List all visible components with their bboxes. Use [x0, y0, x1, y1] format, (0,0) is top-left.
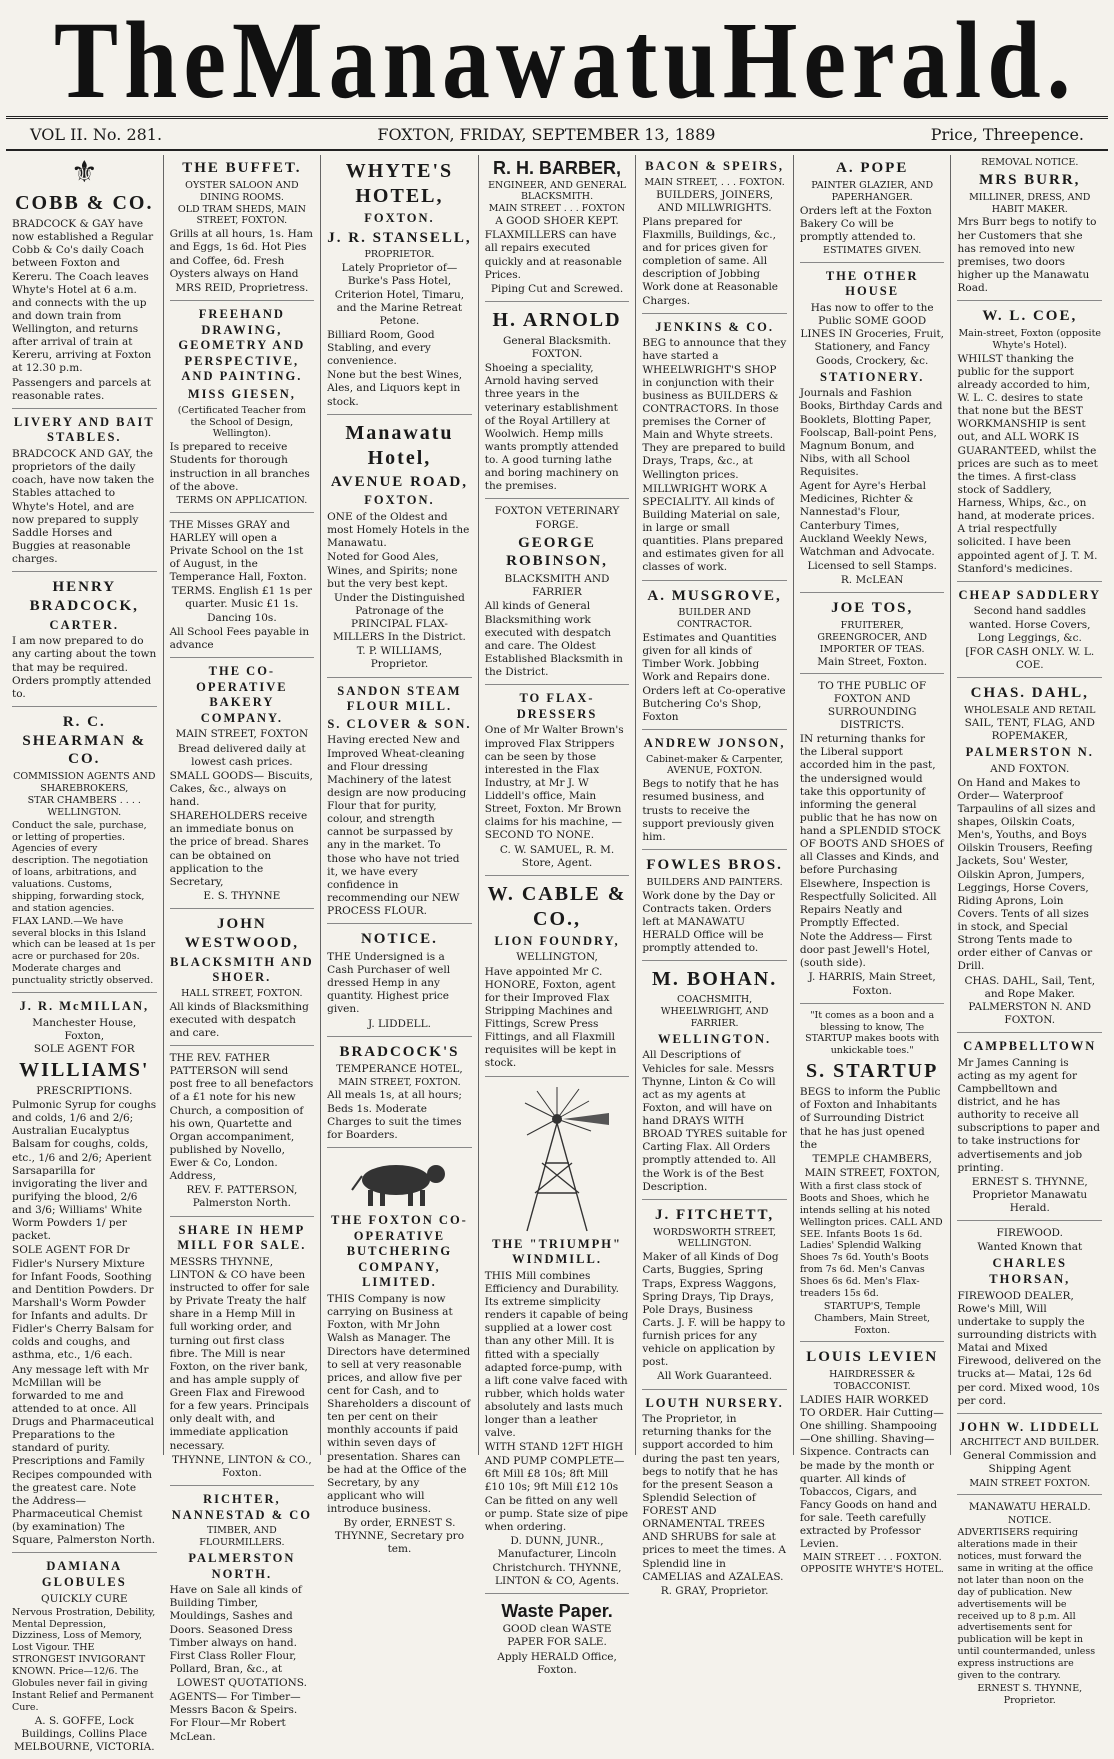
- ad-subtitle: BLACKSMITH AND FARRIER: [504, 573, 610, 599]
- ad-joe-tos: [800, 599, 945, 674]
- ad-text: All kinds of Blacksmithing executed with despatch and care.: [169, 1000, 309, 1039]
- ad-waste-paper: [485, 1600, 630, 1682]
- ad-jonson: [642, 736, 787, 850]
- ad-text: THE REV. FATHER PATTERSON will send post free to all benefactors of a £1 note for his new Church, a composition of his own, Quartette and Organ accompaniment, published by Novello, Ewer & Co, London. Address,: [169, 1052, 314, 1183]
- price: Price, Threepence.: [930, 124, 1084, 144]
- ad-sandon-mill: [327, 684, 472, 925]
- ad-title: COBB & CO.: [15, 192, 154, 214]
- ad-subtitle: J. R. STANSELL,: [327, 229, 472, 246]
- ad-subtitle: HAIRDRESSER & TOBACCONIST.: [829, 1369, 916, 1392]
- ad-title: BACON & SPEIRS,: [645, 159, 784, 173]
- ad-text: WHILST thanking the public for the support already accorded to him, W. L. C. desires to state that none but the BEST WORKMANSHIP is sent out, and ALL WORK IS GUARANTEED, whilst the prices are such as to meet the times. A first-class stock of Saddlery, Harness, Whips, &c., on hand, at moderate prices. A trial respectfully solicited. I have been appointed agent of J. T. M. Stanford's medicines.: [957, 352, 1098, 575]
- ad-subtitle: General Blacksmith.: [502, 334, 612, 347]
- ad-notice-liddell: [327, 930, 472, 1037]
- cattle-illustration-icon: [344, 1154, 454, 1209]
- masthead-word-1: The: [54, 0, 233, 121]
- ad-text: Any message left with Mr McMillan will be forwarded to me and attended to at once. All Drugs and Pharmaceutical Preparations to the standard of purity. Prescriptions and Family Recipes compounded with the greatest care. Note the Address— Pharmaceutical Chemist (by examination) The Square, Palmerston North.: [12, 1363, 156, 1547]
- ad-school: [170, 519, 315, 658]
- ad-title: FOWLES BROS.: [646, 856, 783, 873]
- ad-text: Have on Sale all kinds of Building Timber, Mouldings, Sashes and Doors. Seasoned Dress Timber always on hand. First Class Roller Flour, Pollard, Bran, &c., at: [169, 1584, 302, 1675]
- ad-title: W. L. COE,: [982, 308, 1078, 325]
- ad-title: SANDON STEAM FLOUR MILL.: [337, 683, 462, 714]
- ad-signature: A. S. GOFFE, Lock Buildings, Collins Place MELBOURNE, VICTORIA.: [14, 1714, 155, 1753]
- ad-musgrove: [642, 587, 787, 730]
- ad-text: Is prepared to receive Students for thorough instruction in all branches of the above.: [169, 441, 310, 493]
- ad-location: WELLINGTON.: [658, 1031, 772, 1046]
- ad-text: Having erected New and Improved Wheat-cleaning and Flour dressing Machinery of the latest design are now producing Flour that for purity, colour, and strength cannot be surpassed by any in the market. To those who have not tried it, we have every confidence in recommending our NEW PROCESS FLOUR.: [327, 734, 467, 917]
- ad-subtitle: BUILDERS AND PAINTERS.: [646, 876, 783, 888]
- ad-subtitle: NOTICE.: [1008, 1514, 1052, 1526]
- ad-text: Wanted Known that: [977, 1241, 1083, 1254]
- ad-location: FOXTON.: [364, 211, 435, 225]
- ad-text: Estimates and Quantities given for all kinds of Timber Work. Jobbing Work and Repairs done. Orders left at Co-operative Butchering Co's Shop, Foxton: [642, 632, 786, 723]
- ad-signature: R. GRAY, Proprietor.: [660, 1584, 769, 1597]
- ad-signature: D. DUNN, JUNR., Manufacturer, Lincoln Christchurch. THYNNE, LINTON & CO, Agents.: [492, 1535, 622, 1587]
- ad-subtitle: MILLINER, DRESS, AND HABIT MAKER.: [969, 191, 1091, 215]
- ad-signature: ERNEST S. THYNNE, Proprietor.: [977, 1682, 1083, 1706]
- ad-signature: E. S. THYNNE: [203, 889, 281, 902]
- ad-title: FIREWOOD.: [996, 1227, 1063, 1240]
- ad-subtitle: Cabinet-maker & Carpenter, AVENUE, FOXTON.: [646, 753, 784, 777]
- ad-text: BEG to announce that they have started a WHEELWRIGHT'S SHOP in conjunction with their business as BUILDERS & CONTRACTORS. In those premises the Corner of Main and Whyte streets. They are prepared to build Drays, Traps, &c., at Wellington prices.: [642, 337, 787, 481]
- ad-signature: MAIN STREET . . . FOXTON. OPPOSITE WHYTE'S HOTEL.: [800, 1552, 944, 1576]
- ad-text: Mr James Canning is acting as my agent for Campbelltown and district, and he has authority to receive all subscriptions to paper and to take instructions for advertisements and job printing.: [957, 1056, 1100, 1174]
- ad-dahl: [957, 684, 1102, 1033]
- ad-manawatu-hotel: [327, 421, 472, 678]
- ad-title: TO FLAX-DRESSERS: [516, 691, 598, 721]
- ad-subtitle: A GOOD SHOER KEPT.: [495, 215, 619, 228]
- ad-address: MAIN STREET . . . FOXTON: [488, 203, 626, 215]
- ad-cable-foundry: [485, 882, 630, 1077]
- ad-address: Manchester House, Foxton,: [32, 1016, 137, 1042]
- ad-note: (Certificated Teacher from the School of Design, Wellington).: [177, 404, 306, 440]
- ad-title: J. FITCHETT,: [655, 1206, 775, 1223]
- ad-subtitle: STATIONERY.: [820, 369, 925, 384]
- column-3: [321, 155, 479, 1556]
- ad-subtitle: TEMPERANCE HOTEL,: [336, 1063, 463, 1076]
- ad-title: LOUTH NURSERY.: [645, 1395, 784, 1410]
- ad-text: IN returning thanks for the Liberal support accorded him in the past, the undersigned would take this opportunity of informing the general public that he has now on hand a SPLENDID STOCK OF BOOTS AND SHOES of all Classes and Kinds, and before Purchasing Elsewhere, Inspection is Respectfully Solicited. All Repairs Neatly and Promptly Effected.: [799, 733, 944, 929]
- ad-text: All School Fees payable in advance: [169, 625, 310, 651]
- ad-text: Piping Cut and Screwed.: [490, 282, 624, 295]
- ad-subtitle: LION FOUNDRY,: [494, 933, 620, 948]
- ad-butchering: [327, 1154, 472, 1562]
- ad-text: Plans prepared for Flaxmills, Buildings, &c., and for prices given for completion of same. All description of Jobbing Work done at Reasonable Charges.: [642, 215, 779, 307]
- ad-text: Noted for Good Ales, Wines, and Spirits; none but the very best kept.: [327, 551, 458, 590]
- ad-text: Has now to offer to the Public SOME GOOD LINES IN Groceries, Fruit, Stationery, and Fancy Goods, Crockery, &c.: [800, 302, 944, 367]
- ad-campbelltown: [957, 1039, 1102, 1221]
- windmill-illustration-icon: [497, 1083, 617, 1233]
- ad-title: R. C. SHEARMAN & CO.: [22, 713, 147, 768]
- ad-signature: R. McLEAN: [840, 574, 904, 586]
- ad-text: Work done by the Day or Contracts taken. Orders left at MANAWATU HERALD Office will be promptly attended to.: [642, 889, 775, 954]
- ad-arnold: [485, 308, 630, 500]
- ad-text: On Hand and Makes to Order— Waterproof Tarpaulins of all sizes and shapes, Oilskin Coats, Men's, Youths, and Boys Oilskin Trousers, Reefing Jackets, Sou' Wester, Oilskin Apron, Jumpers, Leggings, Horse Covers, Riding Aprons, Loin Covers. Tents of all sizes in stock, and Special Strong Tents made to order either of Canvas or Drill.: [957, 776, 1096, 973]
- ad-signature: T. P. WILLIAMS, Proprietor.: [356, 645, 443, 671]
- ad-address: STAR CHAMBERS . . . . WELLINGTON.: [27, 794, 141, 818]
- ad-text: Orders left at the Foxton Bakery Co will be promptly attended to.: [799, 204, 932, 243]
- ad-title: WHYTE'S HOTEL,: [345, 160, 454, 207]
- ad-text: Grills at all hours, 1s. Ham and Eggs, 1s 6d. Hot Pies and Coffee, 6d. Fresh Oysters always on Hand: [169, 228, 313, 280]
- ad-jenkins: [642, 320, 787, 581]
- ad-pope: [800, 159, 945, 263]
- ad-subtitle: TIMBER, AND FLOURMILLERS.: [199, 1525, 285, 1548]
- ad-address: HALL STREET, FOXTON.: [181, 987, 303, 999]
- williams-heading: WILLIAMS': [19, 1058, 150, 1081]
- ad-title: FREEHAND DRAWING, GEOMETRY AND PERSPECTIVE, AND PAINTING.: [178, 306, 306, 384]
- ad-text: Shoeing a speciality, Arnold having served three years in the veterinary establishment of the Royal Artillery at Woolwich. Hemp mills wants promptly attended to. A good turning lathe and boring machinery on the premises.: [484, 362, 619, 493]
- ad-text: SOLE AGENT FOR Dr Fidler's Nursery Mixture for Infant Foods, Soothing and Dentition Powders. Dr Marshall's Worm Powder for Infants and adults. Dr Fidler's Cherry Balsam for colds and coughs, and asthma, etc., 1/6 each.: [12, 1244, 154, 1362]
- ad-title: TO THE PUBLIC OF FOXTON AND SURROUNDING DISTRICTS.: [818, 679, 927, 731]
- ad-title: THE CO-OPERATIVE BAKERY COMPANY.: [196, 663, 288, 725]
- ad-text: BRADCOCK AND GAY, the proprietors of the daily coach, have now taken the Stables attached to Whyte's Hotel, and are now prepared to supply Saddle Horses and Buggies at reasonable charges.: [12, 448, 155, 565]
- ad-title: CHAS. DAHL,: [970, 685, 1089, 701]
- ad-title: CAMPBELLTOWN: [963, 1039, 1097, 1053]
- ad-text: All meals 1s, at all hours; Beds 1s. Moderate Charges to suit the times for Boarders.: [327, 1089, 462, 1141]
- ad-text: General Commission and Shipping Agent: [963, 1450, 1097, 1476]
- volume-number: VOL II. No. 281.: [30, 124, 163, 144]
- ad-signature: MRS REID, Proprietress.: [175, 281, 309, 294]
- ad-startup: [800, 1010, 945, 1343]
- ad-address: MAIN STREET FOXTON.: [969, 1477, 1091, 1489]
- ad-harris-boots: [800, 680, 945, 1004]
- ad-coe: [957, 307, 1102, 582]
- ad-text: Nervous Prostration, Debility, Mental Depression, Dizziness, Loss of Memory, Lost Vigour. THE STRONGEST INVIGORANT KNOWN. Price—12/6. The Globules never fail in giving Instant Relief and Permanent Cure.: [12, 1606, 156, 1713]
- ad-subtitle: WHOLESALE AND RETAIL: [964, 704, 1096, 716]
- ad-subtitle: COMMISSION AGENTS AND SHAREBROKERS,: [13, 771, 156, 794]
- ad-livery: [12, 415, 157, 572]
- ad-subtitle: Main-street, Foxton (opposite Whyte's Hotel).: [958, 327, 1102, 351]
- ad-text: Can be fitted on any well or pump. State size of pipe when ordering.: [484, 1494, 629, 1534]
- ad-title: LIVERY AND BAIT STABLES.: [13, 414, 155, 445]
- ad-address: Main Street, Foxton.: [817, 655, 928, 668]
- ad-title: M. BOHAN.: [651, 968, 778, 991]
- ad-subtitle: BLACKSMITH AND SHOER.: [170, 954, 314, 985]
- ad-address: MAIN STREET, . . . FOXTON.: [644, 176, 785, 188]
- ad-location: PALMERSTON NORTH.: [188, 1550, 296, 1581]
- column-2: [164, 155, 322, 1743]
- ad-signature: By order, ERNEST S. THYNNE, Secretary pro tem.: [334, 1517, 465, 1556]
- ad-title: THE OTHER HOUSE: [825, 268, 919, 299]
- ad-text: SMALL GOODS— Biscuits, Cakes, &c., always on hand.: [169, 769, 313, 808]
- ad-text: FLAXMILLERS can have all repairs executed quickly and at reasonable Prices.: [484, 229, 622, 281]
- ad-text: Lately Proprietor of— Burke's Pass Hotel, Criterion Hotel, Timaru, and the Marine Retreat Petone.: [334, 262, 465, 327]
- ad-text: Pulmonic Syrup for coughs and colds, 1/6 and 2/6; Australian Eucalyptus Balsam for coughs, colds, etc., 1/6 and 2/6; Aperient Sarsaparilla for invigorating the liver and purifying the blood, 2/6 and 3/6; Williams' White Worm Powders 1/ per packet.: [12, 1099, 157, 1243]
- ad-text: FIREWOOD DEALER, Rowe's Mill, Will undertake to supply the surrounding districts with Matai and Mixed Firewood, delivered on the trucks at— Matai, 12s 6d per cord. Mixed wood, 10s per cord.: [957, 1289, 1102, 1407]
- ad-address: MAIN STREET, FOXTON.: [338, 1076, 461, 1088]
- ad-subtitle: GEORGE ROBINSON,: [506, 534, 608, 570]
- ad-subtitle: CHARLES THORSAN,: [989, 1256, 1071, 1286]
- ad-text: Billiard Room, Good Stabling, and every convenience.: [327, 328, 435, 368]
- ad-note: ESTIMATES GIVEN.: [823, 244, 922, 256]
- ad-title: ANDREW JONSON,: [643, 735, 786, 750]
- ad-text: BEGS to inform the Public of Foxton and Inhabitants of Surrounding District that he has just opened the: [799, 1086, 941, 1151]
- ad-signature: ERNEST S. THYNNE, Proprietor Manawatu Herald.: [971, 1175, 1088, 1214]
- ad-signature: [FOR CASH ONLY. W. L. COE.: [965, 645, 1095, 671]
- ad-subtitle: FRUITERER, GREENGROCER, AND IMPORTER OF TEAS.: [817, 619, 927, 655]
- ad-text: MAIN STREET, FOXTON,: [804, 1166, 940, 1179]
- ad-subtitle: OYSTER SALOON AND DINING ROOMS.: [185, 179, 299, 203]
- ad-patterson: [170, 1052, 315, 1217]
- ad-text: Note the Address— First door past Jewell's Hotel, (south side).: [799, 931, 932, 970]
- ad-subtitle: CARTER.: [49, 617, 120, 632]
- ad-signature: Apply HERALD Office, Foxton.: [497, 1650, 617, 1676]
- ad-text: Journals and Fashion Books, Birthday Cards and Booklets, Blotting Paper, Foolscap, Ball-point Pens, Magnum Bonum, and Nibs, with all School Requisites.: [799, 387, 943, 478]
- column-1: [6, 155, 164, 1753]
- ad-text: Second hand saddles wanted. Horse Covers, Long Leggings, &c.: [968, 605, 1091, 644]
- ad-title: NOTICE.: [360, 931, 438, 948]
- ad-title: JOHN W. LIDDELL: [959, 1419, 1101, 1434]
- ad-text: THE Misses GRAY and HARLEY will open a Private School on the 1st of August, in the Temperance Hall, Foxton.: [169, 518, 307, 584]
- ad-levien: [800, 1348, 945, 1581]
- ad-title: SHARE IN HEMP MILL FOR SALE.: [177, 1222, 307, 1253]
- ad-address: OLD TRAM SHEDS, MAIN STREET, FOXTON.: [177, 203, 306, 227]
- ad-text: SHAREHOLDERS receive an immediate bonus on the price of bread. Shares can be obtained on application to the Secretary,: [169, 810, 309, 888]
- ad-text: Agent for Ayre's Herbal Medicines, Richter & Nannestad's Flour, Canterbury Times, Auckland Weekly News, Watchman and Advocate.: [799, 480, 935, 558]
- ad-text: TEMPLE CHAMBERS,: [812, 1152, 932, 1165]
- ad-location: WELLINGTON,: [516, 951, 598, 964]
- ad-text: LOWEST QUOTATIONS.: [176, 1677, 307, 1689]
- ad-note: REMOVAL NOTICE.: [981, 157, 1079, 168]
- ad-text: AGENTS— For Timber—Messrs Bacon & Speirs. For Flour—Mr Robert McLean.: [169, 1691, 301, 1743]
- ad-address: AVENUE ROAD,: [330, 473, 468, 490]
- ad-subtitle: COACHSMITH, WHEELWRIGHT, AND FARRIER.: [660, 994, 769, 1029]
- ad-title: MANAWATU HERALD.: [968, 1501, 1091, 1514]
- ad-other-house: [800, 269, 945, 593]
- ad-subtitle: QUICKLY CURE: [41, 1592, 128, 1605]
- ad-title: HENRY BRADCOCK,: [29, 579, 139, 614]
- ad-burr: [957, 157, 1102, 301]
- masthead-word-2: Manawatu: [232, 0, 723, 121]
- ad-text: Have appointed Mr C. HONORE, Foxton, agent for their Improved Flax Stripping Machines and Fittings, Screw Press Fittings, and all Flaxmill requisites will be kept in stock.: [484, 965, 617, 1070]
- ad-subtitle: PRESCRIPTIONS.: [36, 1084, 133, 1097]
- ad-bakery: [170, 664, 315, 909]
- ad-text: GOOD clean WASTE PAPER FOR SALE.: [502, 1623, 612, 1649]
- ad-richter: [170, 1492, 315, 1749]
- ad-signature: THYNNE, LINTON & CO., Foxton.: [172, 1453, 312, 1479]
- ad-subtitle: PAINTER GLAZIER, AND PAPERHANGER.: [811, 179, 934, 203]
- ad-text: ADVERTISERS requiring alterations made in their notices, must forward the same in writing at the office not later than noon on the day of publication. New advertisements will be received up to 8 p.m. All advertisements sent for publication will be kept in until countermanded, unless express instructions are given to the contrary.: [957, 1527, 1096, 1681]
- ad-title: DAMIANA GLOBULES: [41, 1559, 127, 1589]
- ad-subtitle: SOLE AGENT FOR: [33, 1042, 135, 1055]
- ad-herald-notice: [957, 1501, 1102, 1711]
- ad-location: PALMERSTON N.: [965, 744, 1094, 759]
- ad-title: S. STARTUP: [806, 1060, 939, 1083]
- ad-subtitle: ARCHITECT AND BUILDER.: [960, 1437, 1100, 1449]
- ad-signature: J. LIDDELL.: [367, 1017, 431, 1030]
- ad-mcmillan: [12, 999, 157, 1553]
- ad-text: The Proprietor, in returning thanks for the support accorded to him during the past ten years, begs to notify that he has for the present Season a Splendid Selection of FOREST AND ORNAMENTAL TREES AND SHRUBS for sale at prices to meet the times. A Splendid line in CAMELIAS and AZALEAS.: [642, 1413, 786, 1583]
- ad-text: All kinds of General Blacksmithing work executed with despatch and care. The Oldest Established Blacksmith in the District.: [484, 600, 623, 678]
- ad-subtitle: BUILDER AND CONTRACTOR.: [676, 607, 753, 631]
- ad-text: Maker of all Kinds of Dog Carts, Buggies, Spring Traps, Express Waggons, Spring Drays, Tip Drays, Pole Drays, Business Carts. J. F. will be happy to furnish prices for any vehicle on application by post.: [642, 1251, 786, 1369]
- ad-text: Begs to notify that he has resumed business, and trusts to receive the support previously given him.: [642, 778, 779, 843]
- ad-signature: REV. F. PATTERSON, Palmerston North.: [186, 1184, 298, 1210]
- ad-note: TERMS ON APPLICATION.: [176, 494, 308, 506]
- ad-title: JENKINS & CO.: [655, 319, 774, 334]
- ad-text: THE Undersigned is a Cash Purchaser of well dressed Hemp in any quantity. Highest price given.: [327, 950, 451, 1016]
- ad-title: RICHTER, NANNESTAD & CO: [171, 1491, 312, 1522]
- ad-louth-nursery: [642, 1396, 787, 1603]
- ad-title: Waste Paper.: [501, 1600, 613, 1621]
- ad-role: PROPRIETOR.: [364, 249, 435, 261]
- ad-hemp-mill: [170, 1223, 315, 1486]
- ad-veterinary-forge: [485, 505, 630, 685]
- ad-title: R. H. BARBER,: [493, 158, 622, 178]
- ad-title: J. R. McMILLAN,: [19, 998, 150, 1013]
- ad-bacon-speirs: [642, 159, 787, 314]
- column-6: [794, 155, 952, 1576]
- ad-barber: [485, 157, 630, 302]
- ad-text: FLAX LAND.—We have several blocks in this Island which can be leased at 1s per acre or purchased for 20s. Moderate charges and punctuality strictly observed.: [12, 915, 156, 986]
- ad-damiana: [12, 1559, 157, 1759]
- ad-text: THIS Mill combines Efficiency and Durability. Its extreme simplicity renders it capable of being supplied at a lower cost than any other Mill. It is fitted with a specially adapted force-pump, with a lift cone valve faced with rubber, which holds water absolutely and lasts much longer than a leather valve.: [484, 1269, 629, 1440]
- column-4: [479, 155, 637, 1676]
- ad-text: Under the Distinguished Patronage of the PRINCIPAL FLAX-MILLERS In the District.: [332, 591, 466, 644]
- ad-title: A. POPE: [836, 160, 909, 176]
- ad-title: CHEAP SADDLERY: [958, 587, 1102, 602]
- royal-crest-icon: ⚜: [70, 155, 98, 190]
- ad-signature: J. HARRIS, Main Street, Foxton.: [808, 971, 936, 997]
- ad-text: All Descriptions of Vehicles for sale. Messrs Thynne, Linton & Co will act as my agents at Foxton, and will have on hand DRAYS WITH BROAD TYRES suitable for Carting Flax. All Orders promptly attended to. All the Work is of the Best Description.: [642, 1049, 787, 1193]
- ad-title: BRADCOCK'S: [339, 1043, 460, 1060]
- ad-subtitle: ENGINEER, AND GENERAL BLACKSMITH.: [488, 179, 626, 203]
- ad-text: All Work Guaranteed.: [657, 1370, 773, 1383]
- ad-subtitle: WORDSWORTH STREET, WELLINGTON.: [653, 1226, 777, 1250]
- ad-buffet: [170, 159, 315, 301]
- ad-text: THIS Company is now carrying on Business at Foxton, with Mr John Walsh as Manager. The Directors have determined to sell at very reasonable prices, and allow five per cent for Cash, and to Shareholders a discount of ten per cent on their monthly accounts if paid within seven days of presentation. Shares can be had at the Office of the Secretary, by any applicant who will introduce business.: [327, 1293, 471, 1515]
- place-date: FOXTON, FRIDAY, SEPTEMBER 13, 1889: [377, 124, 716, 144]
- ad-firewood: [957, 1227, 1102, 1414]
- ad-drawing: [170, 307, 315, 513]
- ad-triumph-windmill: [485, 1083, 630, 1594]
- ad-bradcock-carter: [12, 578, 157, 707]
- ad-title: FOXTON VETERINARY FORGE.: [494, 505, 620, 531]
- ad-location: FOXTON.: [531, 348, 583, 360]
- ad-signature: STARTUP'S, Temple Chambers, Main Street, Foxton.: [814, 1300, 931, 1336]
- ad-text: None but the best Wines, Ales, and Liquors kept in stock.: [327, 369, 463, 408]
- ad-text: Licensed to sell Stamps.: [807, 559, 937, 572]
- columns: [6, 155, 1108, 1753]
- ad-quote: "It comes as a boon and a blessing to know, The STARTUP makes boots with unkickable toes.": [805, 1009, 940, 1057]
- ad-subtitle: MISS GIESEN,: [187, 387, 296, 401]
- ad-title: MRS BURR,: [979, 171, 1081, 188]
- ad-text: Bread delivered daily at lowest cash prices.: [177, 742, 306, 768]
- column-7: [951, 155, 1108, 1706]
- ad-text: MILLWRIGHT WORK A SPECIALITY. All kinds of Building Material on sale, in large or small quantities. Plans prepared and estimates given for all classes of work.: [642, 482, 784, 574]
- ad-address: MAIN STREET, FOXTON: [175, 728, 309, 741]
- ad-shearman: [12, 713, 157, 993]
- ad-text: With a first class stock of Boots and Shoes, which he intends selling at his noted Wellington prices. CALL AND SEE. Infants Boots 1s 6d. Ladies' Splendid Walking Shoes 7s 6d. Youth's Boots from 7s 6d. Men's Canvas Shoes 6s 6d. Men's Flax-treaders 15s 6d.: [799, 1181, 943, 1299]
- ad-text: TERMS. English £1 1s per quarter. Music £1 1s. Dancing 10s.: [171, 585, 312, 624]
- ad-cheap-saddlery: [957, 588, 1102, 678]
- ad-signature: CHAS. DAHL, Sail, Tent, and Rope Maker. PALMERSTON N. AND FOXTON.: [964, 974, 1096, 1026]
- ad-text: One of Mr Walter Brown's improved Flax Strippers can be seen by those interested in the Flax Industry, at Mr J. W Liddell's office, Main Street, Foxton. Mr Brown claims for his machine, —SECOND TO NONE.: [484, 724, 624, 842]
- ad-text: Conduct the sale, purchase, or letting of properties. Agencies of every description. The negotiation of loans, arbitrations, and valuations. Customs, shipping, forwarding stock, and station agencies.: [12, 819, 149, 914]
- ad-title: JOHN WESTWOOD,: [184, 916, 299, 951]
- ad-text: Mrs Burr begs to notify to her Customers that she has removed into new premises, two doors higher up the Manawatu Road.: [957, 216, 1097, 294]
- ad-temperance-hotel: [327, 1043, 472, 1148]
- ad-bohan: [642, 967, 787, 1200]
- ad-title: H. ARNOLD: [492, 308, 622, 331]
- ad-subtitle: S. CLOVER & SON.: [327, 716, 472, 731]
- ad-text: ONE of the Oldest and most Homely Hotels in the Manawatu.: [327, 511, 470, 550]
- ad-fowles: [642, 856, 787, 961]
- ad-liddell: [957, 1420, 1102, 1496]
- ad-location: FOXTON.: [364, 493, 435, 508]
- ad-title: LOUIS LEVIEN: [806, 1349, 939, 1366]
- ad-text: I am now prepared to do any carting about the town that may be required. Orders promptly attended to.: [12, 635, 157, 700]
- ad-fitchett: [642, 1206, 787, 1390]
- ad-signature: C. W. SAMUEL, R. M. Store, Agent.: [499, 843, 615, 869]
- masthead: [6, 0, 1108, 121]
- ad-cobb: [12, 157, 157, 409]
- ad-subtitle: SAIL, TENT, FLAG, AND ROPEMAKER,: [964, 716, 1095, 742]
- ad-text: LADIES HAIR WORKED TO ORDER. Hair Cutting—One shilling. Shampooing—One shilling. Shaving—Sixpence. Contracts can be made by the month or quarter. All kinds of Tobaccos, Cigars, and Fancy Goods on hand and for sale. Teeth carefully extracted by Professor Levien.: [799, 1393, 944, 1551]
- ad-title: Manawatu Hotel,: [345, 421, 454, 469]
- ad-title: JOE TOS,: [831, 600, 914, 617]
- ad-text: MESSRS THYNNE, LINTON & CO have been instructed to offer for sale by Private Treaty the half share in a Hemp Mill in full working order, and turning out first class fibre. The Mill is near Foxton, on the river bank, and has ample supply of Green Flax and Firewood for a few years. Principals only dealt with, and immediate application necessary.: [169, 1255, 310, 1452]
- ad-subtitle: BUILDERS, JOINERS, AND MILLWRIGHTS.: [656, 188, 774, 214]
- ad-title: W. CABLE & CO.,: [487, 882, 627, 930]
- ad-location: AND FOXTON.: [990, 762, 1070, 775]
- column-5: [636, 155, 794, 1597]
- masthead-word-3: Herald.: [722, 0, 1077, 121]
- ad-title: THE "TRIUMPH" WINDMILL.: [492, 1236, 622, 1267]
- ad-title: A. MUSGROVE,: [647, 587, 782, 604]
- ad-text: BRADCOCK & GAY have now established a Regular Cobb & Co's daily Coach between Foxton and Kereru. The Coach leaves Whyte's Hotel at 6 a.m. and connects with the up and down train from Wellington, and returns after arrival of train at Kereru, arriving at Foxton at 12.30 p.m.: [12, 218, 154, 375]
- ad-title: THE FOXTON CO-OPERATIVE BUTCHERING COMPANY, LIMITED.: [331, 1212, 468, 1290]
- ad-text: WITH STAND 12FT HIGH AND PUMP COMPLETE— 6ft Mill £8 10s; 8ft Mill £10 10s; 9ft Mill £12 10s: [484, 1441, 625, 1493]
- ad-whytes-hotel: [327, 159, 472, 415]
- ad-title: THE BUFFET.: [182, 160, 302, 176]
- ad-flax-dressers: [485, 691, 630, 876]
- ad-text: Passengers and parcels at reasonable rates.: [12, 376, 152, 402]
- ad-westwood: [170, 915, 315, 1046]
